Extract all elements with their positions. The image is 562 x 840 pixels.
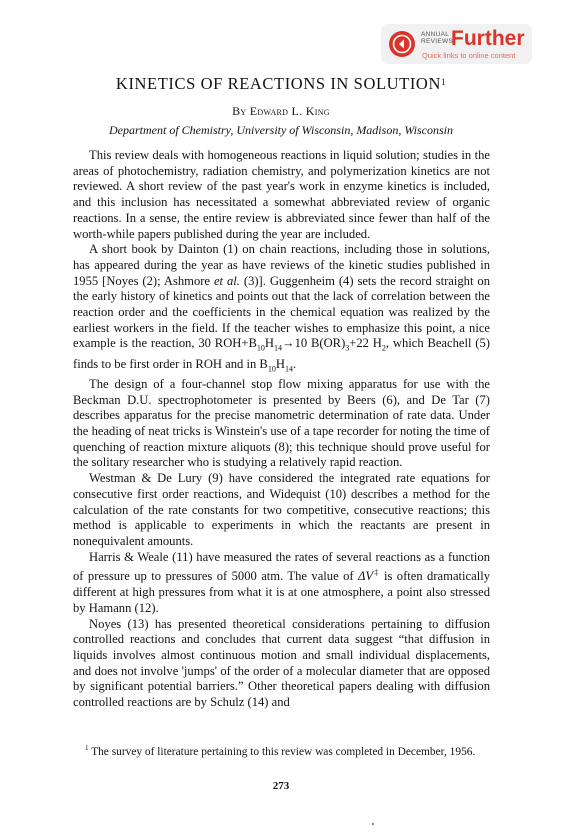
author-affiliation: Department of Chemistry, University of Wisconsin, Madison, Wisconsin	[109, 123, 453, 137]
article-title: KINETICS OF REACTIONS IN SOLUTION$^1$	[115, 74, 447, 93]
annual-reviews-label: ANNUAL REVIEWS	[421, 31, 454, 45]
paragraph-2: A short book by Dainton (1) on chain reactions, including those in solutions, has appeared during the year as have reviews of the kinetic studies published in 1955 [Noyes (2); Ashmore et al. (3)]. Guggenheim (4) sets the record straight on the early history of kinetics and points out that the lack of correlation between the reaction order and the coefficients in the chemical equation was realized by the earliest workers in the field. If the teacher wishes to emphasize this point, a nice example is the reaction, 30 $ROH+B_{10}H_{14}\to 10$ $B(OR)_3+22$ $H_2$, which Beachell (5) finds to be first order in ROH and in $B_{10}H_{14}$.	[73, 242, 490, 374]
footnote-mark: 1	[85, 744, 89, 752]
quick-links-label: Quick links to online content	[422, 51, 516, 60]
further-label: Further	[451, 27, 525, 50]
paragraph-4: Westman & De Lury (9) have considered the integrated rate equations for consecutive first order reactions, and Widequist (10) describes a method for the calculation of the rate constants for two competitive, consecutive reactions; this method is applicable to experiments in which the reactants are present in nonequivalent amounts.	[73, 471, 490, 548]
paragraph-1: This review deals with homogeneous reactions in liquid solution; studies in the areas of photochemistry, radiation chemistry, and polymerization kinetics are not reviewed. A short review of the past year's work in enzyme kinetics is included, and this inclusion has necessitated a somewhat abbreviated review of organic reactions. In a sense, the entire review is abbreviated since fewer than half of the worth-while papers published during the year are included.	[73, 148, 490, 241]
paragraph-5: Harris & Weale (11) have measured the rates of several reactions as a function of pressure up to pressures of 5000 atm. The value of ΔV‡ is often dramatically different at high pressures from what it is at one atmosphere, a point also stressed by Hamann (12).	[73, 549, 490, 615]
annual-reviews-further-badge[interactable]	[381, 24, 532, 64]
article-body	[73, 148, 490, 711]
play-arrow-icon	[389, 31, 415, 57]
paragraph-6: Noyes (13) has presented theoretical considerations pertaining to diffusion controlled reactions and concludes that current data suggest “that diffusion in liquids involves almost continuous motion and small individual displacements, and does not involve 'jumps' of the order of a molecular diameter that are opposed by significant potential barriers.” Other theoretical papers dealing with diffusion controlled reactions are by Schulz (14) and	[73, 616, 490, 710]
footnote: $^1$ The survey of literature pertaining to this review was completed in December, 1956.	[85, 744, 476, 758]
scan-speck	[372, 823, 374, 825]
page-number: 273	[272, 780, 290, 792]
author-byline: By Edward L. King	[232, 104, 330, 118]
title-footnote-mark[interactable]: 1	[440, 77, 447, 87]
paragraph-3: The design of a four-channel stop flow mixing apparatus for use with the Beckman D.U. spectrophotometer is presented by Beers (6), and De Tar (7) describes apparatus for the precise manometric determination of rate data. Under the heading of neat tricks is Winstein's use of a tape recorder for noting the time of quenching of reaction mixture aliquots (8); this technique should prove useful for the solitary researcher who is studying a relatively rapid reaction.	[73, 376, 490, 470]
